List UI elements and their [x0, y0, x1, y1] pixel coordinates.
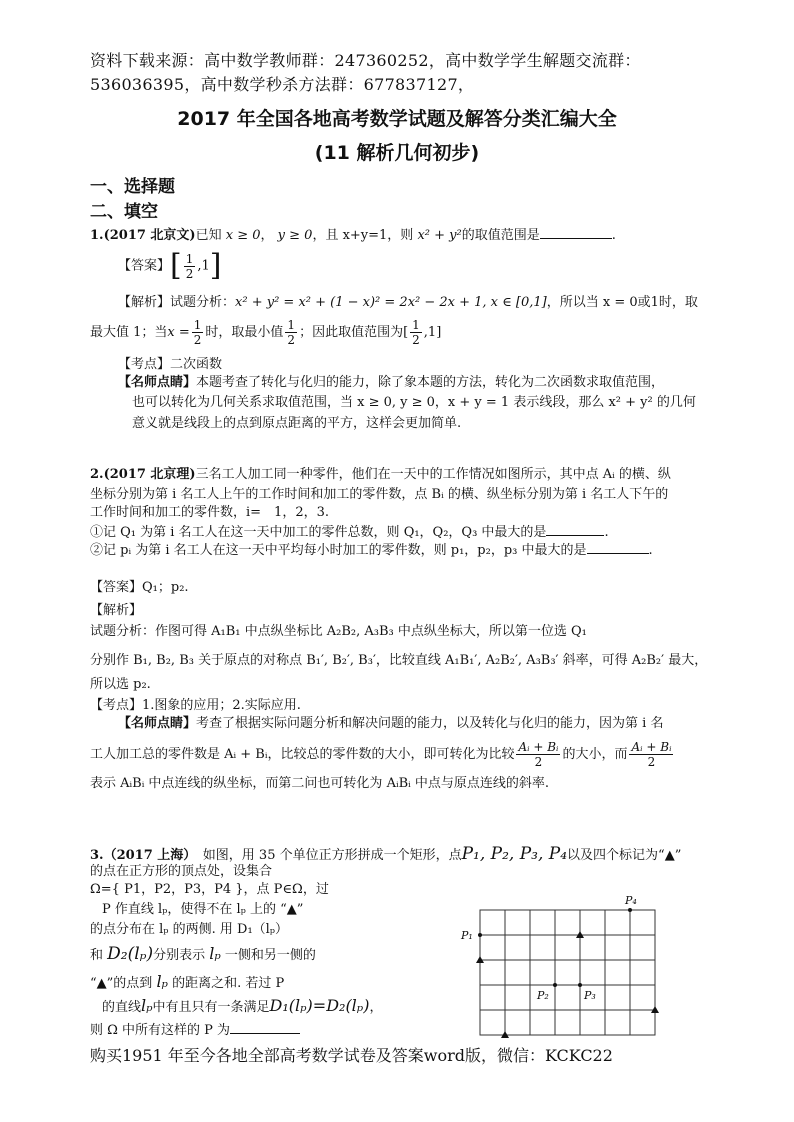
source-header-line1: 资料下载来源：高中数学教师群：247360252，高中数学学生解题交流群：: [90, 51, 641, 70]
label-p3: P₃: [584, 989, 596, 1002]
page-subtitle: (11 解析几何初步): [314, 142, 480, 164]
q3-stem-5: 的点分布在 lₚ 的两侧. 用 D₁（lₚ）: [90, 922, 289, 937]
point-p4: [628, 908, 632, 912]
q2-analysis-2: 分别作 B₁, B₂, B₃ 关于原点的对称点 B₁′, B₂′, B₃′，比较直线 A₁B₁′, A₂B₂′, A₃B₃′ 斜率，可得 A₂B₂′ 最大，: [90, 653, 708, 668]
q2-stem-2: 坐标分别为第 i 名工人上午的工作时间和加工的零件数，点 Bᵢ 的横、纵坐标分别为第 i 名工人下午的: [90, 487, 669, 502]
page-title: 2017 年全国各地高考数学试题及解答分类汇编大全: [177, 108, 617, 130]
q1-tag: 1.(2017 北京文): [90, 228, 196, 243]
grid-border: [480, 910, 655, 1035]
section-fill: 二、填空: [90, 202, 158, 222]
q2-analysis-1: 试题分析：作图可得 A₁B₁ 中点纵坐标比 A₂B₂, A₃B₃ 中点纵坐标大，所以第一位选 Q₁: [90, 624, 587, 639]
q3-stem-8: 的直线lₚ中有且只有一条满足D₁(lₚ)=D₂(lₚ)，: [102, 996, 383, 1015]
q2-part-2: ②记 pᵢ 为第 i 名工人在这一天中平均每小时加工的零件数，则 p₁，p₂，p₃ 中最大的是 .: [90, 543, 653, 558]
q2-analysis-3: 所以选 p₂.: [90, 677, 151, 692]
q2-part-1: ①记 Q₁ 为第 i 名工人在这一天中加工的零件总数，则 Q₁，Q₂，Q₃ 中最大的是 .: [90, 525, 609, 540]
grid-lines: [480, 910, 655, 1035]
q2-kaodian: 【考点】1.图象的应用；2.实际应用.: [90, 698, 301, 713]
section-choice: 一、选择题: [90, 177, 175, 197]
q1-comment-3: 意义就是线段上的点到原点距离的平方，这样会更加简单.: [132, 416, 462, 431]
q3-grid-figure: [455, 890, 670, 1050]
q1-answer: 【答案】[ $\frac{1}{2}$ ,1]: [118, 248, 222, 283]
q2-analysis-label: 【解析】: [90, 603, 143, 618]
q3-stem-6: 和 D₂(lₚ)分别表示 lₚ 一侧和另一侧的: [90, 944, 316, 964]
point-p3: [578, 983, 582, 987]
point-p1: [478, 933, 482, 937]
q2-stem-1: 2.(2017 北京理)三名工人加工同一种零件，他们在一天中的工作情况如图所示，其中点 Aᵢ 的横、纵: [90, 467, 671, 482]
q2-comment-2: 工人加工总的零件数是 Aᵢ + Bᵢ，比较总的零件数的大小，即可转化为比较 $\frac{\text{Aᵢ + Bᵢ}}{2}$ 的大小，而 $\frac{\text{Aᵢ + Bᵢ}}{2}$: [90, 740, 672, 769]
q1-analysis-1: 【解析】试题分析：x² + y² = x² + (1 − x)² = 2x² − 2x + 1, x ∈ [0,1]，所以当 x = 0或1时，取: [118, 295, 698, 310]
q3-blank: [230, 1021, 300, 1034]
q2-stem-3: 工作时间和加工的零件数，i= 1，2，3.: [90, 505, 329, 520]
q3-stem-1: 3.（2017 上海） 如图，用 35 个单位正方形拼成一个矩形，点P₁, P₂, P₃, P₄以及四个标记为“▲”: [90, 844, 682, 864]
q1-kaodian: 【考点】二次函数: [118, 357, 223, 372]
q2-comment-1: 【名师点睛】考查了根据实际问题分析和解决问题的能力，以及转化与化归的能力，因为第 i 名: [118, 716, 664, 731]
point-p2: [553, 983, 557, 987]
source-header-line2: 536036395，高中数学秒杀方法群：677837127，: [90, 75, 475, 94]
q3-tag: 3.（2017 上海）: [90, 848, 190, 863]
q2-blank-1: [546, 523, 604, 536]
q1-analysis-2: 最大值 1；当x = $\frac{1}{2}$ 时，取最小值 $\frac{1}{2}$ ；因此取值范围为[ $\frac{1}{2}$ ,1]: [90, 318, 442, 347]
q2-answer: 【答案】Q₁；p₂.: [90, 580, 189, 595]
q3-stem-7: “▲”的点到 lₚ 的距离之和. 若过 P: [90, 972, 285, 991]
footer-ad: 购买1951 年至今各地全部高考数学试卷及答案word版，微信：KCKC22: [90, 1046, 613, 1065]
label-p4: P₄: [625, 894, 637, 907]
q3-stem-4: P 作直线 lₚ，使得不在 lₚ 上的 “▲”: [102, 902, 304, 917]
q2-blank-2: [587, 541, 649, 554]
label-p2: P₂: [537, 989, 549, 1002]
q3-stem-9: 则 Ω 中所有这样的 P 为: [90, 1021, 300, 1039]
q2-tag: 2.(2017 北京理): [90, 467, 196, 482]
label-p1: P₁: [461, 929, 473, 942]
q2-comment-3: 表示 AᵢBᵢ 中点连线的纵坐标，而第二问也可转化为 AᵢBᵢ 中点与原点连线的斜率.: [90, 776, 550, 791]
q3-stem-3: Ω={ P1，P2，P3，P4 }，点 P∈Ω，过: [90, 882, 329, 897]
q1-blank: [540, 226, 612, 239]
q3-stem-2: 的点在正方形的顶点处，设集合: [90, 864, 273, 879]
q1-comment-1: 【名师点睛】本题考查了转化与化归的能力，除了象本题的方法，转化为二次函数求取值范围，: [118, 375, 665, 390]
q1-comment-2: 也可以转化为几何关系求取值范围，当 x ≥ 0, y ≥ 0，x + y = 1 表示线段，那么 x² + y² 的几何: [132, 395, 696, 410]
q1-stem: 1.(2017 北京文)已知 x ≥ 0， y ≥ 0，且 x+y=1，则 x² + y²的取值范围是 .: [90, 228, 616, 243]
